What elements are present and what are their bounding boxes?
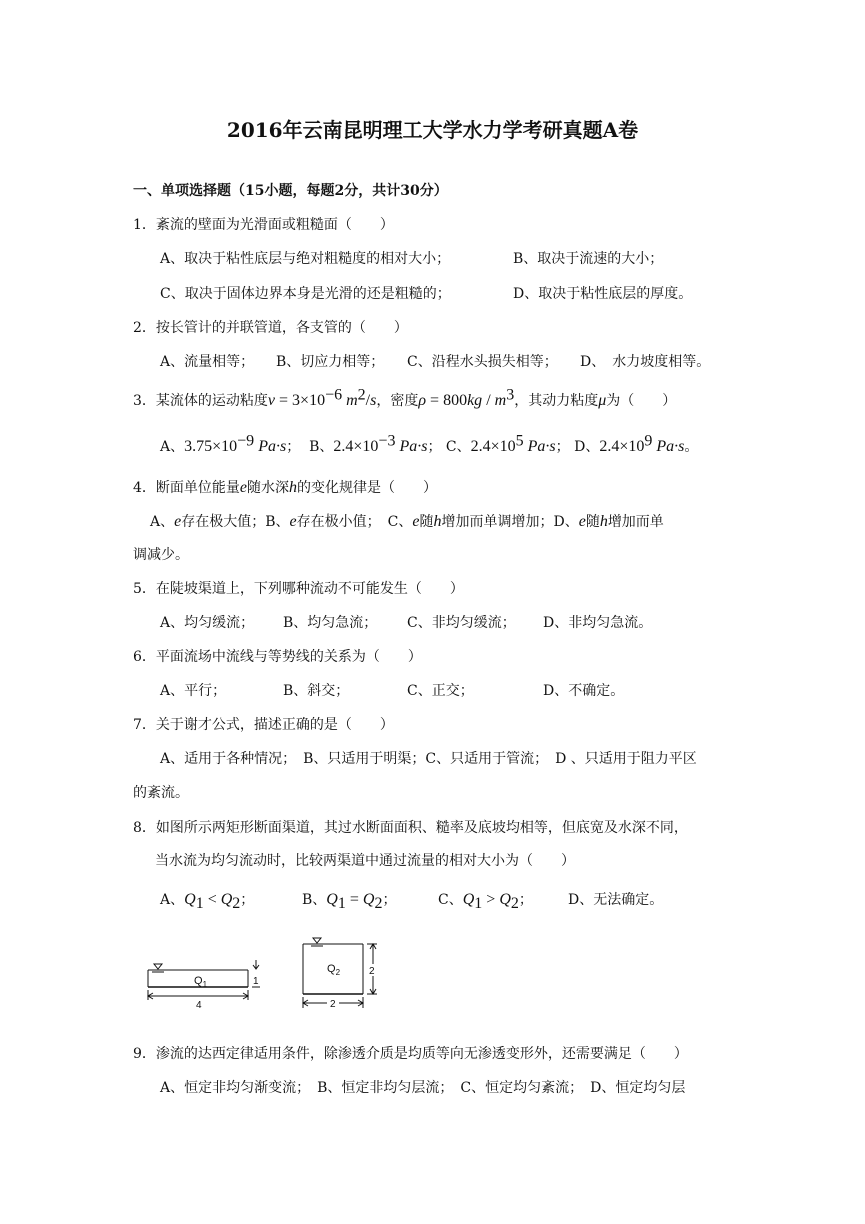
section-heading: 一、单项选择题（15小题，每题2分，共计30分） xyxy=(133,183,448,199)
q5-option-b: B、均匀急流； xyxy=(283,615,378,631)
q5-option-a: A、均匀缓流； xyxy=(160,615,255,631)
q6-option-a: A、平行； xyxy=(160,683,227,699)
channel-2-diagram xyxy=(295,932,385,1012)
q5-stem: 5．在陡坡渠道上，下列哪种流动不可能发生（ ） xyxy=(133,581,464,597)
q8-option-a: A、$Q_1 < Q_2$； xyxy=(160,891,255,912)
channel-1-depth: 1 xyxy=(253,976,259,987)
q5-option-c: C、非均匀缓流； xyxy=(407,615,516,631)
q6-option-b: B、斜交； xyxy=(283,683,350,699)
q4-options-cont: 调减少。 xyxy=(133,547,189,563)
q2-option-d: D、 水力坡度相等。 xyxy=(580,354,711,370)
q7-stem: 7．关于谢才公式，描述正确的是（ ） xyxy=(133,717,394,733)
q3-stem: 3．某流体的运动粘度$\nu = 3\times 10^{-6}$ $m^2/s$，密度$\rho = 800kg / m^3$，其动力粘度μ为（ ） xyxy=(133,386,677,409)
q6-option-c: C、正交； xyxy=(407,683,474,699)
channel-2-depth: 2 xyxy=(369,966,375,977)
q8-option-b: B、$Q_1 = Q_2$； xyxy=(302,891,397,912)
channel-2-label: $Q_2$ xyxy=(327,963,341,977)
water-surface-icon xyxy=(154,964,162,969)
water-surface-icon xyxy=(313,938,321,943)
q6-option-d: D、不确定。 xyxy=(543,683,625,699)
channel-1-width: 4 xyxy=(196,1000,202,1010)
q7-options: A、适用于各种情况； B、只适用于明渠；C、只适用于管流； D 、只适用于阻力平区 xyxy=(160,751,697,767)
q3-options: A、$3.75\times 10^{-9}$ Pa·s； B、$2.4\times 10^{-3}$ Pa·s； C、$2.4\times 10^5$ Pa·s； D、$2.4\times 10^9$ Pa·s。 xyxy=(160,432,699,455)
q1-stem: 1．紊流的壁面为光滑面或粗糙面（ ） xyxy=(133,217,394,233)
q1-option-a: A、取决于粘性底层与绝对粗糙度的相对大小； xyxy=(160,251,451,267)
q2-option-b: B、切应力相等； xyxy=(276,354,385,370)
q8-option-c: C、$Q_1 > Q_2$； xyxy=(438,891,533,912)
channel-1-diagram xyxy=(140,950,265,1010)
q9-options: A、恒定非均匀渐变流； B、恒定非均匀层流； C、恒定均匀紊流； D、恒定均匀层 xyxy=(160,1080,686,1096)
q1-option-c: C、取决于固体边界本身是光滑的还是粗糙的； xyxy=(160,286,451,302)
q7-options-cont: 的紊流。 xyxy=(133,785,189,801)
q6-stem: 6．平面流场中流线与等势线的关系为（ ） xyxy=(133,649,422,665)
q4-stem: 4．断面单位能量e随水深h的变化规律是（ ） xyxy=(133,479,438,496)
q4-options: A、e存在极大值；B、e存在极小值； C、e随h增加而单调增加；D、e随h增加而单 xyxy=(150,513,664,530)
q1-option-d: D、取决于粘性底层的厚度。 xyxy=(513,286,693,302)
q9-stem: 9．渗流的达西定律适用条件，除渗透介质是均质等向无渗透变形外，还需要满足（ ） xyxy=(133,1046,688,1062)
q5-option-d: D、非均匀急流。 xyxy=(543,615,653,631)
q1-option-b: B、取决于流速的大小； xyxy=(513,251,664,267)
q2-option-c: C、沿程水头损失相等； xyxy=(407,354,558,370)
channel-2-width: 2 xyxy=(330,999,336,1010)
page-title: 2016年云南昆明理工大学水力学考研真题A卷 xyxy=(226,118,639,142)
q8-stem: 8．如图所示两矩形断面渠道，其过水断面面积、糙率及底坡均相等，但底宽及水深不同， xyxy=(133,820,688,836)
q2-option-a: A、流量相等； xyxy=(160,354,255,370)
q8-option-d: D、无法确定。 xyxy=(568,892,664,908)
q2-stem: 2．按长管计的并联管道，各支管的（ ） xyxy=(133,320,408,336)
q8-stem-cont: 当水流为均匀流动时，比较两渠道中通过流量的相对大小为（ ） xyxy=(155,853,575,869)
channel-1-label: $Q_1$ xyxy=(194,975,208,989)
